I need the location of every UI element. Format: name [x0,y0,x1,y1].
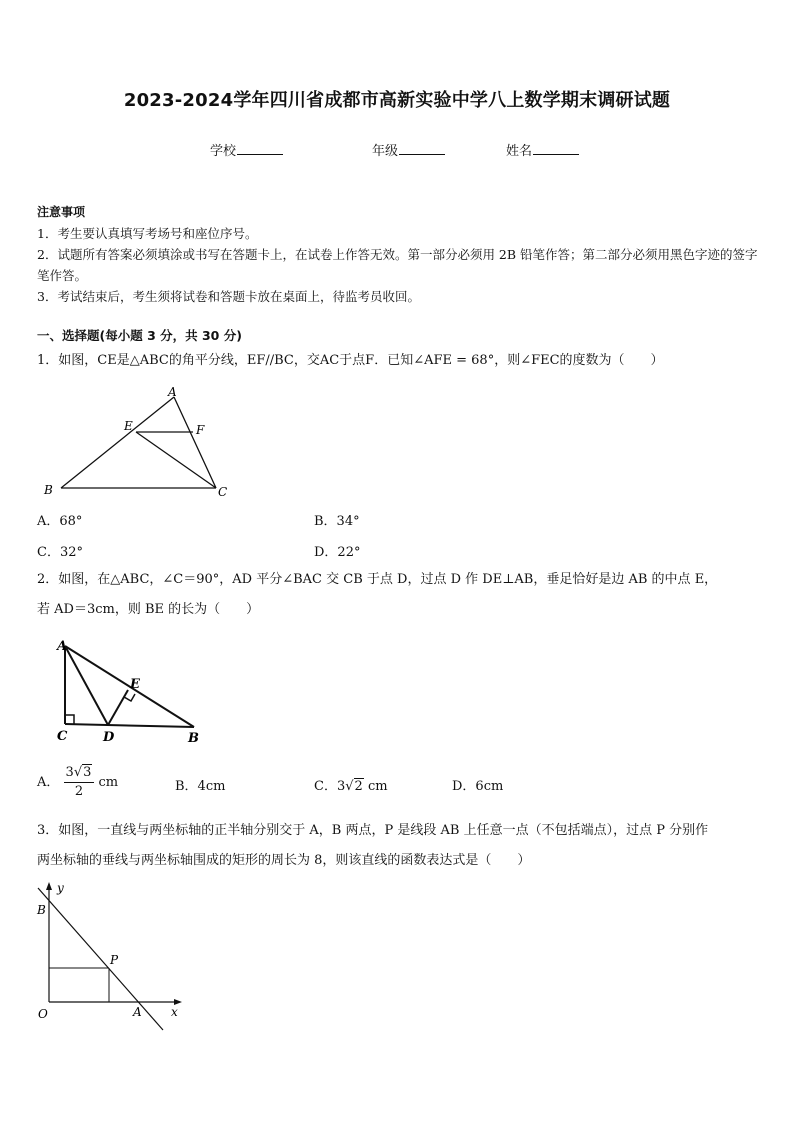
q2-option-d[interactable]: D．6cm [452,779,504,794]
q3-label-b: B [37,903,46,917]
q1-line-ac [174,397,216,488]
q1-label-c: C [218,485,228,499]
q2-label-c: C [57,729,68,744]
q2-option-a[interactable]: A． $\frac{3√3}{2}$ cm [37,765,119,799]
q2-option-b[interactable]: B．4cm [175,779,226,794]
q3-label-y: y [57,881,64,895]
q1-label-a: A [168,385,177,399]
name-blank [533,142,579,155]
q1-line-ab [61,397,174,488]
q2-right-angle-c [65,715,74,724]
name-label: 姓名 [506,144,533,159]
q2-label-d: D [103,730,115,745]
question-1-text: 1．如图，CE是△ABC的角平分线，EF//BC，交AC于点F．已知∠AFE = 68°，则∠FEC的度数为（ ） [37,353,664,368]
grade-label: 年级 [372,144,399,159]
q2-line-de [108,690,128,725]
question-2-text-line1: 2．如图，在△ABC，∠C＝90°，AD 平分∠BAC 交 CB 于点 D，过点 D 作 DE⊥AB，垂足恰好是边 AB 的中点 E， [37,572,718,587]
question-3-figure [32,880,192,1035]
q1-option-c[interactable]: C．32° [37,545,83,560]
q3-label-a: A [133,1005,142,1019]
grade-blank [399,142,445,155]
question-2-text-line2: 若 AD＝3cm，则 BE 的长为（ ） [37,602,260,617]
q3-label-x: x [171,1005,178,1019]
school-label: 学校 [210,144,237,159]
school-field [210,140,283,159]
q2-label-a: A [57,639,68,654]
q2-line-cb [65,724,194,727]
q2-option-c[interactable]: C．3√2 cm [314,779,388,794]
q1-option-d[interactable]: D．22° [314,545,361,560]
q3-y-axis-arrow [46,882,52,890]
q1-line-ec [136,432,216,488]
school-blank [237,142,283,155]
q2-label-e: E [130,677,140,692]
q2-option-a-fraction: $\frac{3√3}{2}$ [64,764,95,801]
name-field [506,140,579,159]
q1-option-b[interactable]: B．34° [314,514,360,529]
notes-heading: 注意事项 [37,205,86,219]
q2-label-b: B [188,731,199,746]
q3-label-p: P [110,953,119,967]
q3-line-ab [38,888,163,1030]
q1-label-b: B [44,483,53,497]
page-title: 2023-2024学年四川省成都市高新实验中学八上数学期末调研试题 [123,90,671,111]
question-3-text-line1: 3．如图，一直线与两坐标轴的正半轴分别交于 A，B 两点，P 是线段 AB 上任意一点（不包括端点），过点 P 分别作 [37,823,709,838]
q2-line-ad [65,646,108,725]
q1-label-f: F [196,423,205,437]
note-item-3: 3．考试结束后，考生须将试卷和答题卡放在桌面上，待监考员收回。 [37,289,420,304]
notes-block [37,202,761,307]
section-heading: 一、选择题(每小题 3 分，共 30 分) [37,328,242,343]
q1-option-a[interactable]: A．68° [37,514,83,529]
question-3-text-line2: 两坐标轴的垂线与两坐标轴围成的矩形的周长为 8，则该直线的函数表达式是（ ） [37,853,531,868]
note-item-2: 2．试题所有答案必须填涂或书写在答题卡上，在试卷上作答无效。第一部分必须用 2B 铅笔作答；第二部分必须用黑色字迹的签字笔作答。 [37,247,758,283]
question-2-figure [52,636,212,746]
note-item-1: 1．考生要认真填写考场号和座位序号。 [37,226,258,241]
question-1-figure [40,384,240,502]
q1-label-e: E [124,419,133,433]
q3-label-o: O [38,1007,48,1021]
grade-field [372,140,445,159]
